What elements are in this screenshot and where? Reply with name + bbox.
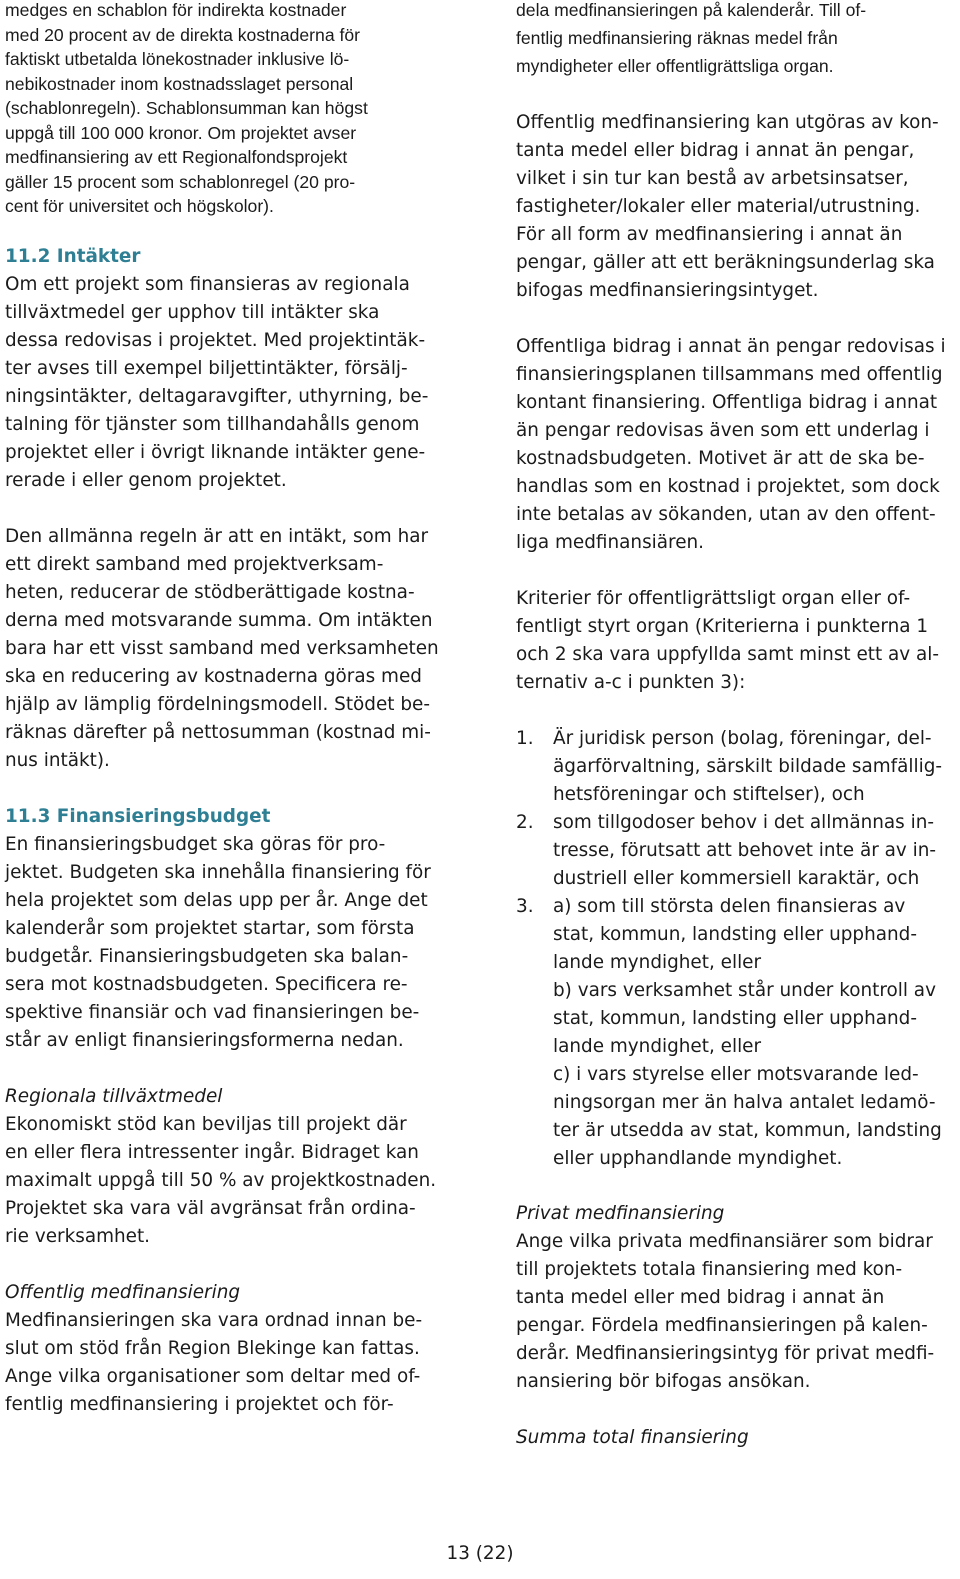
- list-item-line: stat, kommun, landsting eller upphand-: [553, 1008, 917, 1029]
- list-item-line: a) som till största delen finansieras av: [553, 896, 906, 917]
- paragraph-line: Ange vilka privata medfinansiärer som bidrar: [516, 1231, 933, 1252]
- list-item-line: hetsföreningar och stiftelser), och: [553, 784, 865, 805]
- paragraph-line: spektive finansiär och vad finansieringen be-: [5, 1002, 420, 1023]
- subheading-offentlig-medfinansiering: Offentlig medfinansiering: [5, 1282, 241, 1303]
- paragraph-line: jektet. Budgeten ska innehålla finansiering för: [5, 862, 431, 883]
- paragraph-line: ternativ a-c i punkten 3):: [516, 672, 746, 693]
- paragraph-line: heten, reducerar de stödberättigade kostna-: [5, 582, 415, 603]
- paragraph-line: Offentliga bidrag i annat än pengar redovisas i: [516, 336, 946, 357]
- subheading-privat-medfinansiering: Privat medfinansiering: [516, 1203, 725, 1224]
- paragraph-line: kontant finansiering. Offentliga bidrag i annat: [516, 392, 938, 413]
- paragraph-line: Ange vilka organisationer som deltar med of-: [5, 1366, 421, 1387]
- paragraph-line: fastigheter/lokaler eller material/utrustning.: [516, 196, 921, 217]
- paragraph-line: kostnadsbudgeten. Motivet är att de ska be-: [516, 448, 925, 469]
- paragraph-line: derår. Medfinansieringsintyg för privat medfi-: [516, 1343, 935, 1364]
- list-item-line: b) vars verksamhet står under kontroll av: [553, 980, 936, 1001]
- paragraph-line: projektet eller i övrigt liknande intäkter gene-: [5, 442, 426, 463]
- intro-line: medfinansiering av ett Regionalfondsprojekt: [5, 147, 348, 167]
- list-item-line: tresse, förutsatt att behovet inte är av in-: [553, 840, 937, 861]
- paragraph-line: Kriterier för offentligrättsligt organ eller of-: [516, 588, 911, 609]
- list-item-line: ägarförvaltning, särskilt bildade samfällig-: [553, 756, 943, 777]
- intro-line: medges en schablon för indirekta kostnader: [5, 0, 347, 20]
- paragraph-line: tanta medel eller med bidrag i annat än: [516, 1287, 885, 1308]
- paragraph-line: finansieringsplanen tillsammans med offentlig: [516, 364, 943, 385]
- paragraph-line: vilket i sin tur kan bestå av arbetsinsatser,: [516, 168, 909, 189]
- paragraph-line: För all form av medfinansiering i annat än: [516, 224, 903, 245]
- list-item-line: c) i vars styrelse eller motsvarande led-: [553, 1064, 919, 1085]
- list-item-line: stat, kommun, landsting eller upphand-: [553, 924, 917, 945]
- paragraph-line: ter avses till exempel biljettintäkter, försälj-: [5, 358, 408, 379]
- paragraph-line: ska en reducering av kostnaderna göras med: [5, 666, 422, 687]
- paragraph-line: Projektet ska vara väl avgränsat från ordina-: [5, 1198, 416, 1219]
- intro-line: med 20 procent av de direkta kostnaderna för: [5, 24, 361, 45]
- intro-line: (schablonregeln). Schablonsumman kan högst: [5, 98, 368, 118]
- paragraph-line: derna med motsvarande summa. Om intäkten: [5, 610, 433, 631]
- paragraph-line: Om ett projekt som finansieras av regionala: [5, 274, 410, 295]
- list-number: 3.: [516, 896, 534, 917]
- paragraph-line: budgetår. Finansieringsbudgeten ska balan-: [5, 946, 409, 967]
- paragraph-line: tillväxtmedel ger upphov till intäkter ska: [5, 302, 380, 323]
- intro-line: nebikostnader inom kostnadsslaget personal: [5, 73, 354, 94]
- intro-line: uppgå till 100 000 kronor. Om projektet avser: [5, 122, 357, 143]
- paragraph-line: Offentlig medfinansiering kan utgöras av kon-: [516, 112, 939, 133]
- paragraph-line: pengar. Fördela medfinansieringen på kalen-: [516, 1315, 928, 1336]
- list-item-line: ningsorgan mer än halva antalet ledamö-: [553, 1092, 936, 1113]
- paragraph-line: ningsintäkter, deltagaravgifter, uthyrning, be-: [5, 386, 429, 407]
- paragraph-line: Den allmänna regeln är att en intäkt, som har: [5, 526, 429, 547]
- paragraph-line: talning för tjänster som tillhandahålls genom: [5, 414, 420, 435]
- paragraph-line: hela projektet som delas upp per år. Ange det: [5, 890, 428, 911]
- paragraph-line: hjälp av lämplig fördelningsmodell. Stödet be-: [5, 694, 430, 715]
- paragraph-line: tanta medel eller bidrag i annat än pengar,: [516, 140, 915, 161]
- list-item-line: Är juridisk person (bolag, föreningar, del-: [553, 728, 932, 749]
- paragraph-line: räknas därefter på nettosumman (kostnad mi-: [5, 722, 431, 743]
- paragraph-line: Medfinansieringen ska vara ordnad innan be-: [5, 1310, 423, 1331]
- paragraph-line: än pengar redovisas även som ett underlag i: [516, 420, 930, 441]
- paragraph-line: till projektets totala finansiering med kon-: [516, 1259, 903, 1280]
- section-heading-11-2: 11.2 Intäkter: [5, 246, 141, 267]
- paragraph-line: slut om stöd från Region Blekinge kan fattas.: [5, 1338, 420, 1359]
- paragraph-line: nus intäkt).: [5, 750, 110, 771]
- paragraph-line: handlas som en kostnad i projektet, som dock: [516, 476, 940, 497]
- list-item-line: som tillgodoser behov i det allmännas in-: [553, 812, 934, 833]
- paragraph-line: ett direkt samband med projektverksam-: [5, 554, 384, 575]
- paragraph-line: står av enligt finansieringsformerna nedan.: [5, 1030, 404, 1051]
- paragraph-line: rerade i eller genom projektet.: [5, 470, 287, 491]
- paragraph-line: fentlig medfinansiering i projektet och för-: [5, 1394, 394, 1415]
- paragraph-line: bara har ett visst samband med verksamheten: [5, 638, 439, 659]
- subheading-summa-total-finansiering: Summa total finansiering: [516, 1427, 749, 1448]
- paragraph-line: nansiering bör bifogas ansökan.: [516, 1371, 811, 1392]
- paragraph-line: bifogas medfinansieringsintyget.: [516, 280, 819, 301]
- list-item-line: ter är utsedda av stat, kommun, landsting: [553, 1120, 942, 1141]
- section-heading-11-3: 11.3 Finansieringsbudget: [5, 806, 271, 827]
- paragraph-line: En finansieringsbudget ska göras för pro-: [5, 834, 386, 855]
- paragraph-line: Ekonomiskt stöd kan beviljas till projekt där: [5, 1114, 407, 1135]
- intro-line: gäller 15 procent som schablonregel (20 pro-: [5, 171, 356, 192]
- paragraph-line: och 2 ska vara uppfyllda samt minst ett av al-: [516, 644, 940, 665]
- paragraph-line: myndigheter eller offentligrättsliga organ.: [516, 56, 834, 76]
- paragraph-line: dessa redovisas i projektet. Med projektintäk-: [5, 330, 426, 351]
- paragraph-line: maximalt uppgå till 50 % av projektkostnaden.: [5, 1170, 437, 1191]
- paragraph-line: inte betalas av sökanden, utan av den offent-: [516, 504, 936, 525]
- page-number: 13 (22): [446, 1543, 514, 1564]
- paragraph-line: sera mot kostnadsbudgeten. Specificera re-: [5, 974, 408, 995]
- paragraph-line: liga medfinansiären.: [516, 532, 705, 553]
- list-item-line: lande myndighet, eller: [553, 1036, 762, 1057]
- list-item-line: dustriell eller kommersiell karaktär, och: [553, 868, 920, 889]
- intro-line: faktiskt utbetalda lönekostnader inklusive lö-: [5, 49, 350, 69]
- list-item-line: lande myndighet, eller: [553, 952, 762, 973]
- list-item-line: eller upphandlande myndighet.: [553, 1148, 843, 1169]
- paragraph-line: fentligt styrt organ (Kriterierna i punkterna 1: [516, 616, 929, 637]
- paragraph-line: dela medfinansieringen på kalenderår. Till of-: [516, 0, 867, 20]
- subheading-regionala-tillvaxtmedel: Regionala tillväxtmedel: [5, 1086, 223, 1107]
- list-number: 1.: [516, 728, 534, 749]
- paragraph-line: pengar, gäller att ett beräkningsunderlag ska: [516, 252, 935, 273]
- intro-line: cent för universitet och högskolor).: [5, 196, 274, 216]
- paragraph-line: en eller flera intressenter ingår. Bidraget kan: [5, 1142, 419, 1163]
- list-number: 2.: [516, 812, 534, 833]
- paragraph-line: rie verksamhet.: [5, 1226, 151, 1247]
- paragraph-line: fentlig medfinansiering räknas medel från: [516, 28, 838, 48]
- paragraph-line: kalenderår som projektet startar, som första: [5, 918, 415, 939]
